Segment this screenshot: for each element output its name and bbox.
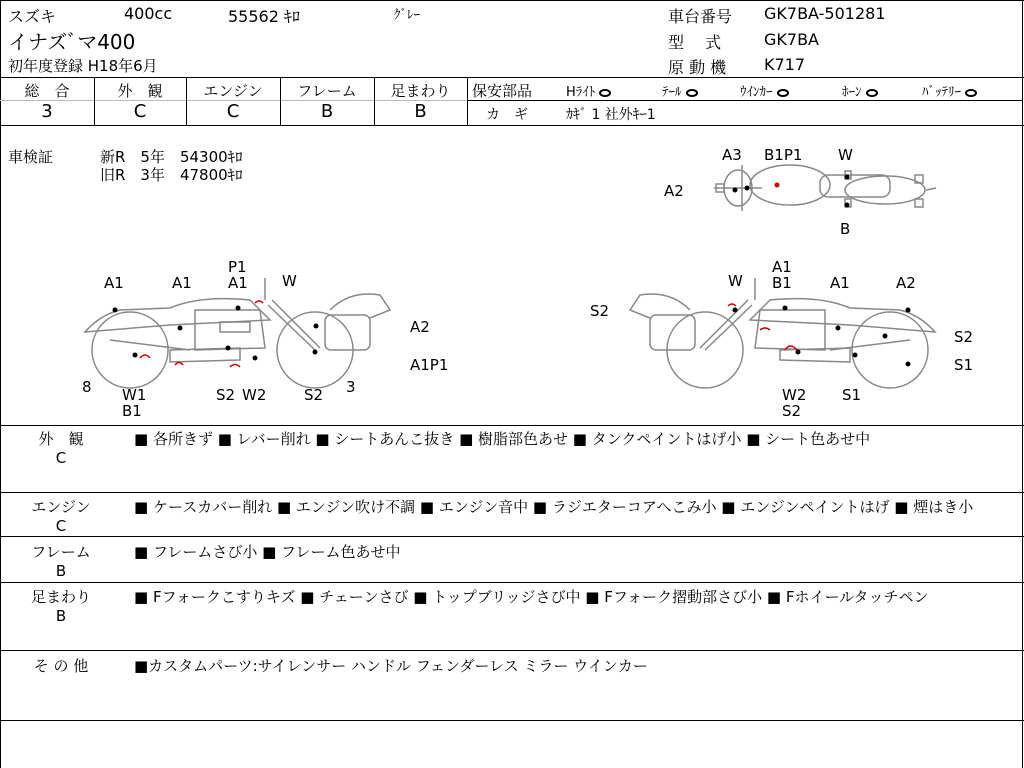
diagram-label: W2 bbox=[782, 386, 807, 404]
remark-text-other: ■カスタムパーツ:サイレンサー ハンドル フェンダーレス ミラー ウインカー bbox=[134, 657, 648, 675]
diagram-label: B1 bbox=[772, 274, 792, 292]
diagram-label: 8 bbox=[82, 378, 92, 396]
diagram-label: W2 bbox=[242, 386, 267, 404]
safety-headlight: Hﾗｲﾄ bbox=[566, 81, 611, 100]
diagram-label: A1 bbox=[172, 274, 192, 292]
remark-title-other: そ の 他 bbox=[33, 657, 89, 675]
diagram-label: A2 bbox=[896, 274, 916, 292]
diagram-label: S2 bbox=[954, 328, 974, 346]
chassis-value: GK7BA-501281 bbox=[764, 4, 886, 23]
safety-winker: ｳｲﾝｶｰ bbox=[740, 81, 789, 100]
exterior-grade: C bbox=[133, 101, 147, 122]
maker: スズキ bbox=[8, 7, 57, 26]
diagram-label: W bbox=[838, 146, 853, 164]
diagram-label: S2 bbox=[216, 386, 236, 404]
suspension-grade: B bbox=[414, 101, 427, 122]
diagram-label: A1 bbox=[830, 274, 850, 292]
inspection-new: 新R 5年 54300ｷﾛ bbox=[100, 148, 243, 166]
engine-grade: C bbox=[226, 101, 240, 122]
diagram-label: A2 bbox=[664, 182, 684, 200]
ok-mark-icon bbox=[686, 89, 698, 97]
diagram-label: A1 bbox=[104, 274, 124, 292]
first-registration: 初年度登録 H18年6月 bbox=[8, 57, 158, 75]
remark-title-exterior: 外 観 C bbox=[38, 430, 84, 467]
remark-text-frame: ■ フレームさび小 ■ フレーム色あせ中 bbox=[134, 543, 401, 561]
type-label: 型 式 bbox=[668, 33, 722, 52]
safety-taillight: ﾃｰﾙ bbox=[662, 81, 698, 100]
remark-text-engine: ■ ケースカバー削れ ■ エンジン吹け不調 ■ エンジン音中 ■ ラジエターコアへこみ小 ■ エンジンペイントはげ ■ 煙はき小 bbox=[134, 498, 974, 516]
frame-label: フレーム bbox=[297, 82, 357, 100]
diagram-label: A2 bbox=[410, 318, 430, 336]
safety-battery: ﾊﾞｯﾃﾘｰ bbox=[922, 81, 977, 100]
remark-title-suspension: 足まわり B bbox=[30, 588, 91, 625]
key-label: カ ギ bbox=[486, 107, 528, 123]
diagram-label: W bbox=[282, 272, 297, 290]
exterior-label: 外 観 bbox=[117, 82, 163, 100]
ok-mark-icon bbox=[777, 89, 789, 97]
overall-grade: 3 bbox=[41, 101, 53, 122]
diagram-label: B1P1 bbox=[764, 146, 803, 164]
diagram-label: A3 bbox=[722, 146, 742, 164]
diagram-label: W bbox=[728, 272, 743, 290]
ok-mark-icon bbox=[965, 89, 977, 97]
remark-title-engine: エンジン C bbox=[31, 498, 91, 535]
remark-title-frame: フレーム B bbox=[31, 543, 91, 580]
safety-horn: ﾎｰﾝ bbox=[842, 81, 878, 100]
diagram-label: B bbox=[840, 220, 851, 238]
engine-label: エンジン bbox=[203, 82, 263, 100]
ok-mark-icon bbox=[866, 89, 878, 97]
inspection-old: 旧R 3年 47800ｷﾛ bbox=[100, 166, 243, 184]
chassis-label: 車台番号 bbox=[668, 7, 733, 26]
diagram-label: S2 bbox=[590, 302, 610, 320]
remark-text-exterior: ■ 各所きず ■ レバー削れ ■ シートあんこ抜き ■ 樹脂部色あせ ■ タンクペイントはげ小 ■ シート色あせ中 bbox=[134, 430, 871, 448]
diagram-label: A1 bbox=[228, 274, 248, 292]
engine-model-value: K717 bbox=[764, 55, 806, 74]
frame-grade: B bbox=[320, 101, 334, 122]
color: ｸﾞﾚｰ bbox=[394, 8, 420, 23]
mileage: 55562 ｷﾛ bbox=[228, 7, 300, 26]
key-value: ｶｷﾞ 1 社外ｷｰ1 bbox=[566, 107, 656, 123]
diagram-label: S2 bbox=[304, 386, 324, 404]
diagram-label: W1 bbox=[122, 386, 147, 404]
model-name: イナズﾞマ400 bbox=[8, 30, 136, 54]
overall-label: 総 合 bbox=[24, 82, 70, 100]
diagram-label: S1 bbox=[954, 356, 974, 374]
remark-text-suspension: ■ Fフォークこすりキズ ■ チェーンさび ■ トップブリッジさび中 ■ Fフォーク摺動部さび小 ■ Fホイールタッチペン bbox=[134, 588, 929, 606]
diagram-label: S1 bbox=[842, 386, 862, 404]
diagram-label: B1 bbox=[122, 402, 142, 420]
diagram-label: 3 bbox=[346, 378, 356, 396]
type-value: GK7BA bbox=[764, 30, 819, 49]
ok-mark-icon bbox=[599, 89, 611, 97]
suspension-label: 足まわり bbox=[390, 82, 451, 100]
displacement: 400cc bbox=[124, 4, 173, 23]
diagram-label: P1 bbox=[228, 258, 247, 276]
diagram-label: S2 bbox=[782, 402, 802, 420]
diagram-label: A1 bbox=[772, 258, 792, 276]
diagram-label: A1P1 bbox=[410, 356, 449, 374]
safety-label: 保安部品 bbox=[472, 82, 533, 100]
engine-model-label: 原 動 機 bbox=[668, 58, 727, 77]
inspection-label: 車検証 bbox=[8, 148, 54, 166]
bike-top-view-diagram bbox=[690, 155, 940, 215]
